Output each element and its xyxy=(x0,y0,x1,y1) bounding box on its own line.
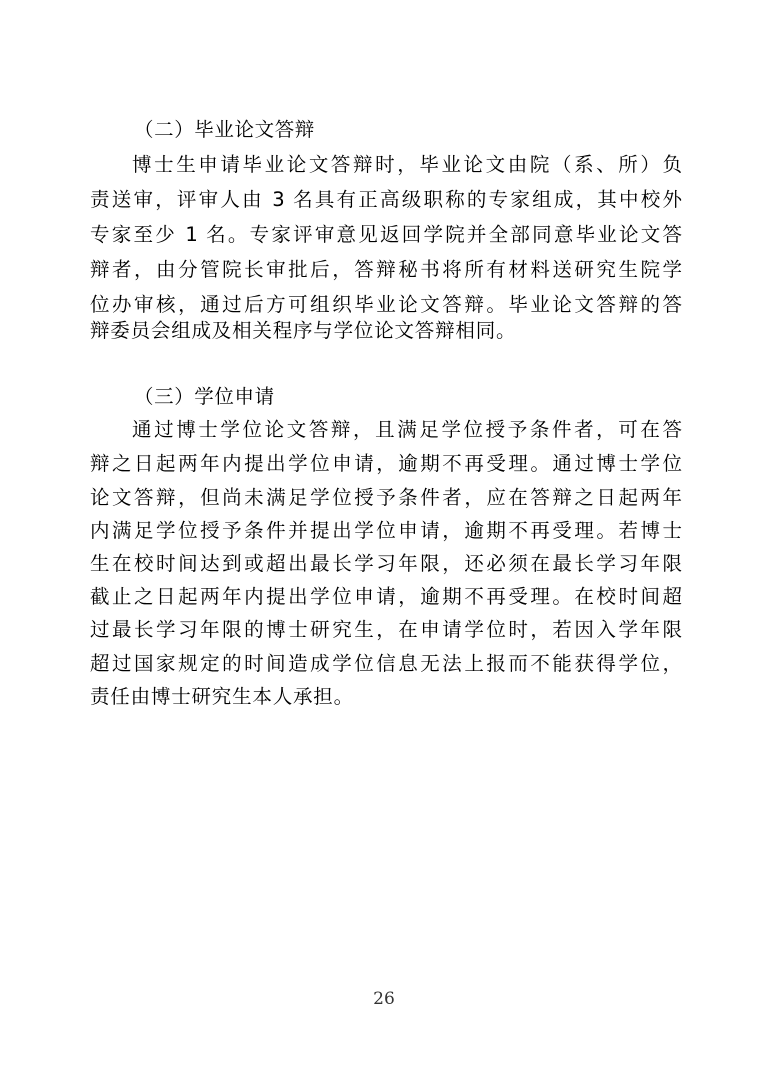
section-heading-graduation-defense: （二）毕业论文答辩 xyxy=(134,118,315,141)
paragraph-line: 通过博士学位论文答辩，且满足学位授予条件者，可在答 xyxy=(132,418,682,441)
paragraph-line: 位办审核，通过后方可组织毕业论文答辩。毕业论文答辩的答 xyxy=(90,293,682,316)
page-number: 26 xyxy=(373,989,395,1009)
paragraph-line: 内满足学位授予条件并提出学位申请，逾期不再受理。若博士 xyxy=(90,519,682,542)
paragraph-line: 辩委员会组成及相关程序与学位论文答辩相同。 xyxy=(90,319,517,342)
paragraph-line: 超过国家规定的时间造成学位信息无法上报而不能获得学位， xyxy=(90,652,682,675)
paragraph-line: 生在校时间达到或超出最长学习年限，还必须在最长学习年限 xyxy=(90,552,682,575)
paragraph-line: 过最长学习年限的博士研究生，在申请学位时，若因入学年限 xyxy=(90,618,682,641)
paragraph-line: 专家至少 1 名。专家评审意见返回学院并全部同意毕业论文答 xyxy=(90,223,682,246)
paragraph-line: 责送审，评审人由 3 名具有正高级职称的专家组成，其中校外 xyxy=(90,188,682,211)
paragraph-line: 截止之日起两年内提出学位申请，逾期不再受理。在校时间超 xyxy=(90,585,682,608)
paragraph-line: 博士生申请毕业论文答辩时，毕业论文由院（系、所）负 xyxy=(132,153,682,176)
section-heading-degree-application: （三）学位申请 xyxy=(134,385,275,408)
paragraph-line: 辩者，由分管院长审批后，答辩秘书将所有材料送研究生院学 xyxy=(90,258,682,281)
paragraph-line: 论文答辩，但尚未满足学位授予条件者，应在答辩之日起两年 xyxy=(90,486,682,509)
paragraph-line: 责任由博士研究生本人承担。 xyxy=(90,685,354,708)
paragraph-line: 辩之日起两年内提出学位申请，逾期不再受理。通过博士学位 xyxy=(90,452,682,475)
